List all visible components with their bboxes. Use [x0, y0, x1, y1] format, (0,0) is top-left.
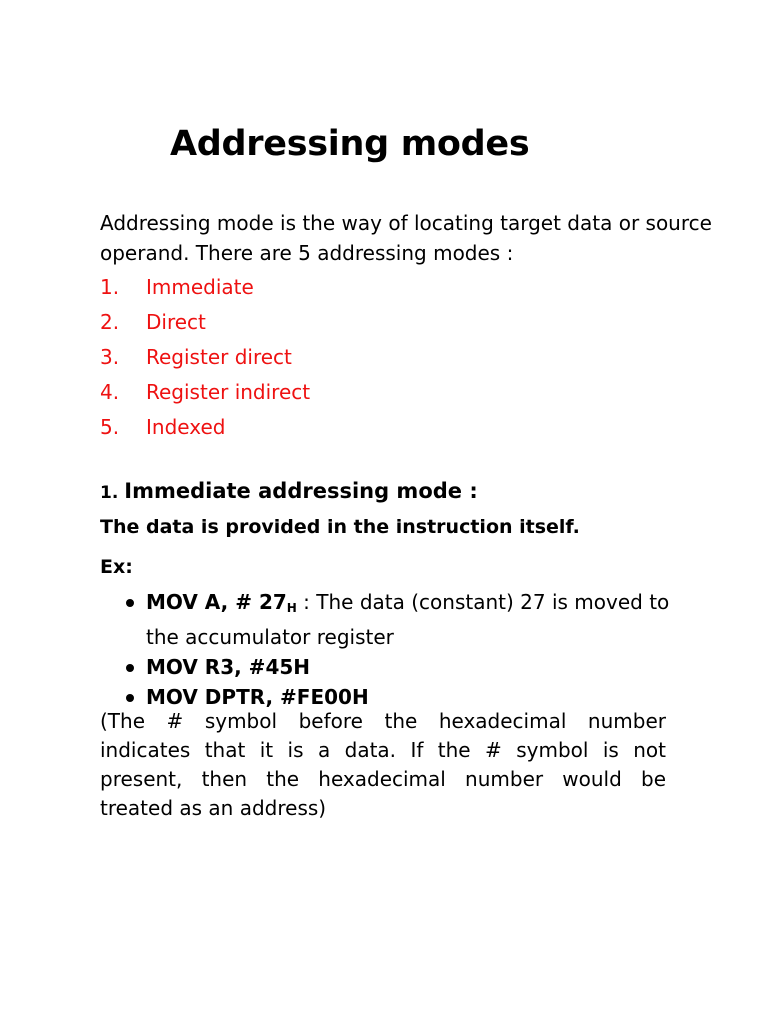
page-title: Addressing modes	[170, 124, 530, 164]
addressing-modes-list	[100, 272, 310, 447]
list-item-number: 5.	[100, 415, 120, 439]
list-item	[100, 412, 310, 447]
example-code: MOV R3, #45H	[146, 655, 311, 679]
examples-list	[124, 588, 684, 713]
bullet-icon	[126, 599, 134, 607]
example-code: MOV A, # 27	[146, 590, 287, 614]
list-item	[100, 272, 310, 307]
example-item	[124, 588, 684, 652]
example-subscript: H	[286, 601, 297, 615]
list-item	[100, 342, 310, 377]
list-item-number: 3.	[100, 345, 120, 369]
section-number: 1.	[100, 483, 119, 503]
list-item-label: Indexed	[146, 415, 226, 439]
note-paragraph: (The # symbol before the hexadecimal number indicates that it is a data. If the # symbol is not present, then the hexadecimal number would be treated as an address)	[100, 709, 666, 820]
section-heading	[100, 476, 478, 504]
bullet-icon	[126, 694, 134, 702]
list-item-number: 2.	[100, 310, 120, 334]
example-item	[124, 653, 684, 682]
intro-paragraph: Addressing mode is the way of locating target data or source operand. There are 5 addressing modes :	[100, 211, 712, 265]
list-item-label: Direct	[146, 310, 206, 334]
list-item-number: 4.	[100, 380, 120, 404]
list-item-number: 1.	[100, 275, 120, 299]
example-code: MOV DPTR, #FE00H	[146, 685, 369, 709]
section-definition: The data is provided in the instruction itself.	[100, 516, 580, 538]
bullet-icon	[126, 664, 134, 672]
section-title: Immediate addressing mode :	[124, 479, 478, 503]
list-item-label: Register indirect	[146, 380, 311, 404]
list-item-label: Register direct	[146, 345, 292, 369]
example-label: Ex:	[100, 556, 133, 578]
list-item-label: Immediate	[146, 275, 254, 299]
example-description: : The data (constant) 27 is moved to the accumulator register	[146, 590, 670, 649]
list-item	[100, 377, 310, 412]
list-item	[100, 307, 310, 342]
